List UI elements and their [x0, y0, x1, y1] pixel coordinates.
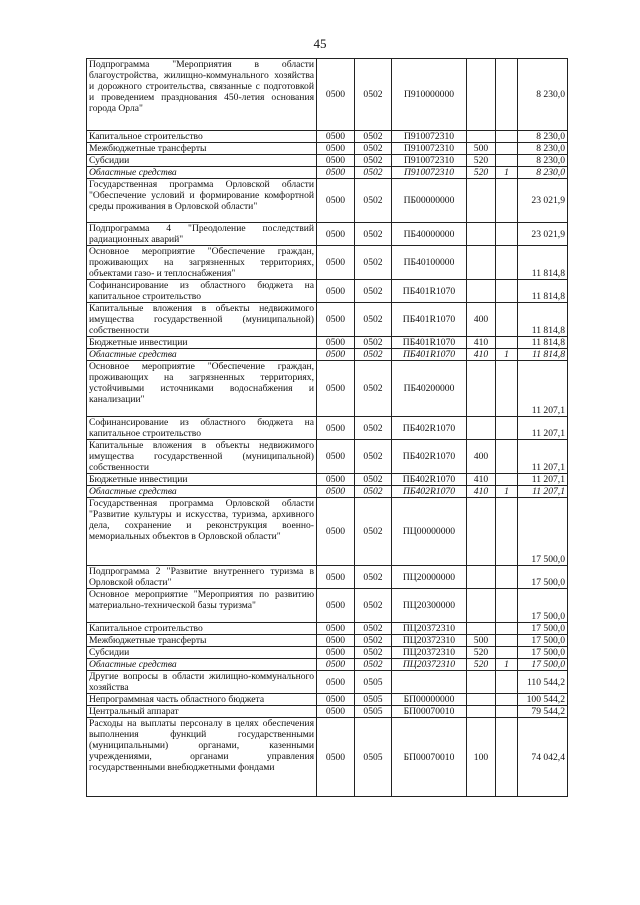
row-funding-source [496, 303, 518, 337]
table-row [87, 566, 568, 589]
row-name: Подпрограмма 4 "Преодоление последствий радиационных аварий" [87, 223, 317, 246]
row-funding-source [496, 706, 518, 718]
row-amount: 11 207,1 [518, 417, 568, 440]
row-subsection-code: 0502 [355, 486, 392, 498]
row-funding-source: 1 [496, 349, 518, 361]
row-section-code: 0500 [317, 223, 355, 246]
row-expense-type: 520 [467, 647, 496, 659]
row-target-article: ПБ402R1070 [392, 417, 467, 440]
row-expense-type [467, 498, 496, 566]
row-target-article: ПБ40200000 [392, 361, 467, 417]
row-section-code: 0500 [317, 179, 355, 223]
row-subsection-code: 0502 [355, 280, 392, 303]
row-expense-type [467, 589, 496, 623]
row-subsection-code: 0502 [355, 179, 392, 223]
row-funding-source [496, 647, 518, 659]
row-expense-type [467, 566, 496, 589]
row-amount: 11 207,1 [518, 440, 568, 474]
row-amount: 8 230,0 [518, 143, 568, 155]
row-target-article: ПБ40100000 [392, 246, 467, 280]
table-row [87, 635, 568, 647]
row-expense-type: 400 [467, 440, 496, 474]
table-row [87, 417, 568, 440]
row-expense-type: 410 [467, 486, 496, 498]
row-amount: 17 500,0 [518, 589, 568, 623]
table-row [87, 718, 568, 797]
row-amount: 17 500,0 [518, 623, 568, 635]
table-row [87, 706, 568, 718]
row-funding-source [496, 694, 518, 706]
row-expense-type: 410 [467, 474, 496, 486]
row-section-code: 0500 [317, 167, 355, 179]
table-row [87, 167, 568, 179]
row-amount: 100 544,2 [518, 694, 568, 706]
row-expense-type [467, 131, 496, 143]
table-row [87, 474, 568, 486]
budget-table-body [87, 59, 568, 797]
table-row [87, 246, 568, 280]
row-target-article [392, 671, 467, 694]
row-target-article: ПБ402R1070 [392, 440, 467, 474]
row-expense-type [467, 280, 496, 303]
row-section-code: 0500 [317, 361, 355, 417]
row-subsection-code: 0502 [355, 349, 392, 361]
row-target-article: ПЦ20372310 [392, 635, 467, 647]
row-subsection-code: 0502 [355, 635, 392, 647]
row-funding-source: 1 [496, 659, 518, 671]
row-expense-type [467, 623, 496, 635]
row-target-article: П910072310 [392, 167, 467, 179]
row-section-code: 0500 [317, 498, 355, 566]
table-row [87, 337, 568, 349]
row-expense-type: 520 [467, 659, 496, 671]
row-target-article: П910072310 [392, 155, 467, 167]
row-subsection-code: 0502 [355, 440, 392, 474]
row-expense-type [467, 706, 496, 718]
table-row [87, 349, 568, 361]
row-amount: 17 500,0 [518, 566, 568, 589]
row-subsection-code: 0502 [355, 155, 392, 167]
row-name: Капитальные вложения в объекты недвижимого имущества государственной (муниципальной) собственности [87, 303, 317, 337]
row-subsection-code: 0502 [355, 417, 392, 440]
row-name: Областные средства [87, 167, 317, 179]
row-expense-type [467, 59, 496, 131]
row-section-code: 0500 [317, 647, 355, 659]
row-subsection-code: 0505 [355, 718, 392, 797]
row-expense-type [467, 694, 496, 706]
row-amount: 17 500,0 [518, 498, 568, 566]
row-target-article: БП00070010 [392, 706, 467, 718]
table-row [87, 155, 568, 167]
row-section-code: 0500 [317, 671, 355, 694]
row-name: Субсидии [87, 647, 317, 659]
row-amount: 11 814,8 [518, 349, 568, 361]
row-target-article: ПЦ00000000 [392, 498, 467, 566]
table-row [87, 179, 568, 223]
row-name: Капитальное строительство [87, 131, 317, 143]
table-row [87, 659, 568, 671]
row-expense-type: 520 [467, 167, 496, 179]
row-amount: 11 207,1 [518, 361, 568, 417]
table-row [87, 623, 568, 635]
row-expense-type: 500 [467, 635, 496, 647]
row-funding-source [496, 143, 518, 155]
row-amount: 8 230,0 [518, 131, 568, 143]
row-target-article: ПЦ20372310 [392, 623, 467, 635]
row-funding-source [496, 417, 518, 440]
row-name: Капитальные вложения в объекты недвижимого имущества государственной (муниципальной) собственности [87, 440, 317, 474]
row-name: Подпрограмма 2 "Развитие внутреннего туризма в Орловской области" [87, 566, 317, 589]
row-section-code: 0500 [317, 635, 355, 647]
row-amount: 8 230,0 [518, 59, 568, 131]
row-section-code: 0500 [317, 303, 355, 337]
row-funding-source: 1 [496, 167, 518, 179]
row-amount: 8 230,0 [518, 167, 568, 179]
row-section-code: 0500 [317, 474, 355, 486]
row-expense-type: 400 [467, 303, 496, 337]
table-row [87, 440, 568, 474]
row-amount: 11 814,8 [518, 337, 568, 349]
table-row [87, 131, 568, 143]
row-section-code: 0500 [317, 155, 355, 167]
row-name: Межбюджетные трансферты [87, 635, 317, 647]
row-subsection-code: 0502 [355, 167, 392, 179]
row-funding-source [496, 440, 518, 474]
row-name: Капитальное строительство [87, 623, 317, 635]
row-section-code: 0500 [317, 706, 355, 718]
row-amount: 11 207,1 [518, 474, 568, 486]
table-row [87, 143, 568, 155]
row-funding-source [496, 179, 518, 223]
row-funding-source [496, 337, 518, 349]
row-section-code: 0500 [317, 718, 355, 797]
row-subsection-code: 0505 [355, 694, 392, 706]
row-name: Непрограммная часть областного бюджета [87, 694, 317, 706]
row-expense-type: 500 [467, 143, 496, 155]
row-section-code: 0500 [317, 280, 355, 303]
row-target-article: ПБ40000000 [392, 223, 467, 246]
table-row [87, 486, 568, 498]
row-funding-source [496, 671, 518, 694]
row-amount: 110 544,2 [518, 671, 568, 694]
row-name: Бюджетные инвестиции [87, 474, 317, 486]
row-section-code: 0500 [317, 246, 355, 280]
page-number: 45 [313, 36, 327, 51]
row-funding-source: 1 [496, 486, 518, 498]
row-name: Основное мероприятие "Обеспечение граждан, проживающих на загрязненных территориях, объектами газо- и теплоснабжения" [87, 246, 317, 280]
row-target-article: ПЦ20372310 [392, 659, 467, 671]
row-funding-source [496, 474, 518, 486]
row-section-code: 0500 [317, 486, 355, 498]
row-funding-source [496, 361, 518, 417]
row-subsection-code: 0502 [355, 303, 392, 337]
row-section-code: 0500 [317, 417, 355, 440]
row-target-article: ПБ401R1070 [392, 337, 467, 349]
row-section-code: 0500 [317, 659, 355, 671]
row-amount: 11 814,8 [518, 280, 568, 303]
row-amount: 11 207,1 [518, 486, 568, 498]
row-section-code: 0500 [317, 59, 355, 131]
row-target-article: БП00000000 [392, 694, 467, 706]
row-section-code: 0500 [317, 566, 355, 589]
row-amount: 17 500,0 [518, 635, 568, 647]
table-row [87, 694, 568, 706]
row-subsection-code: 0502 [355, 589, 392, 623]
row-subsection-code: 0502 [355, 131, 392, 143]
table-row [87, 280, 568, 303]
row-subsection-code: 0505 [355, 706, 392, 718]
table-row [87, 223, 568, 246]
row-target-article: ПБ402R1070 [392, 486, 467, 498]
row-target-article: ПБ401R1070 [392, 303, 467, 337]
row-name: Субсидии [87, 155, 317, 167]
row-funding-source [496, 566, 518, 589]
row-target-article: ПБ401R1070 [392, 280, 467, 303]
row-expense-type [467, 417, 496, 440]
row-target-article: П910072310 [392, 143, 467, 155]
row-funding-source [496, 246, 518, 280]
row-name: Областные средства [87, 659, 317, 671]
row-subsection-code: 0502 [355, 246, 392, 280]
row-target-article: П910072310 [392, 131, 467, 143]
row-subsection-code: 0502 [355, 474, 392, 486]
row-amount: 17 500,0 [518, 659, 568, 671]
row-funding-source [496, 59, 518, 131]
row-amount: 11 814,8 [518, 246, 568, 280]
budget-table [86, 58, 568, 797]
row-section-code: 0500 [317, 440, 355, 474]
row-expense-type: 100 [467, 718, 496, 797]
table-row [87, 671, 568, 694]
row-section-code: 0500 [317, 131, 355, 143]
row-expense-type [467, 361, 496, 417]
row-subsection-code: 0502 [355, 566, 392, 589]
row-expense-type [467, 223, 496, 246]
row-subsection-code: 0502 [355, 498, 392, 566]
row-subsection-code: 0502 [355, 647, 392, 659]
row-section-code: 0500 [317, 349, 355, 361]
row-subsection-code: 0502 [355, 59, 392, 131]
row-name: Софинансирование из областного бюджета на капитальное строительство [87, 280, 317, 303]
row-target-article: ПБ00000000 [392, 179, 467, 223]
table-row [87, 589, 568, 623]
row-subsection-code: 0502 [355, 337, 392, 349]
row-funding-source [496, 589, 518, 623]
row-expense-type [467, 671, 496, 694]
row-funding-source [496, 280, 518, 303]
row-section-code: 0500 [317, 694, 355, 706]
row-expense-type: 520 [467, 155, 496, 167]
row-subsection-code: 0502 [355, 659, 392, 671]
row-subsection-code: 0502 [355, 143, 392, 155]
row-subsection-code: 0502 [355, 223, 392, 246]
row-name: Государственная программа Орловской области "Развитие культуры и искусства, туризма, архивного дела, сохранение и реконструкция военно-мемориальных объектов в Орловской области" [87, 498, 317, 566]
row-funding-source [496, 718, 518, 797]
row-amount: 23 021,9 [518, 179, 568, 223]
row-amount: 11 814,8 [518, 303, 568, 337]
table-row [87, 647, 568, 659]
table-row [87, 498, 568, 566]
row-name: Областные средства [87, 486, 317, 498]
row-target-article: ПЦ20300000 [392, 589, 467, 623]
row-name: Государственная программа Орловской области "Обеспечение условий и формирование комфортной среды проживания в Орловской области" [87, 179, 317, 223]
row-target-article: ПЦ20372310 [392, 647, 467, 659]
table-row [87, 303, 568, 337]
row-funding-source [496, 223, 518, 246]
row-name: Основное мероприятие "Обеспечение граждан, проживающих на загрязненных территориях, устойчивыми источниками водоснабжения и канализации" [87, 361, 317, 417]
row-name: Подпрограмма "Мероприятия в области благоустройства, жилищно-коммунального хозяйства и дорожного строительства, связанные с подготовкой и проведением празднования 450-летия основания города Орла" [87, 59, 317, 131]
row-funding-source [496, 635, 518, 647]
row-name: Бюджетные инвестиции [87, 337, 317, 349]
row-target-article: ПБ402R1070 [392, 474, 467, 486]
row-name: Другие вопросы в области жилищно-коммунального хозяйства [87, 671, 317, 694]
row-target-article: П910000000 [392, 59, 467, 131]
row-name: Межбюджетные трансферты [87, 143, 317, 155]
table-row [87, 59, 568, 131]
row-target-article: ПБ401R1070 [392, 349, 467, 361]
row-name: Основное мероприятие "Мероприятия по развитию материально-технической базы туризма" [87, 589, 317, 623]
row-target-article: ПЦ20000000 [392, 566, 467, 589]
row-name: Областные средства [87, 349, 317, 361]
row-name: Расходы на выплаты персоналу в целях обеспечения выполнения функций государственными (муниципальными) органами, казенными учреждениями, органами управления государственными внебюджетными фондами [87, 718, 317, 797]
row-subsection-code: 0505 [355, 671, 392, 694]
row-name: Софинансирование из областного бюджета на капитальное строительство [87, 417, 317, 440]
row-expense-type: 410 [467, 337, 496, 349]
row-amount: 23 021,9 [518, 223, 568, 246]
row-funding-source [496, 498, 518, 566]
row-expense-type [467, 179, 496, 223]
row-funding-source [496, 131, 518, 143]
row-amount: 74 042,4 [518, 718, 568, 797]
row-subsection-code: 0502 [355, 361, 392, 417]
row-amount: 8 230,0 [518, 155, 568, 167]
row-section-code: 0500 [317, 589, 355, 623]
row-funding-source [496, 155, 518, 167]
row-expense-type: 410 [467, 349, 496, 361]
row-name: Центральный аппарат [87, 706, 317, 718]
row-section-code: 0500 [317, 623, 355, 635]
row-amount: 79 544,2 [518, 706, 568, 718]
table-row [87, 361, 568, 417]
row-section-code: 0500 [317, 337, 355, 349]
row-section-code: 0500 [317, 143, 355, 155]
row-funding-source [496, 623, 518, 635]
row-subsection-code: 0502 [355, 623, 392, 635]
row-amount: 17 500,0 [518, 647, 568, 659]
row-expense-type [467, 246, 496, 280]
row-target-article: БП00070010 [392, 718, 467, 797]
